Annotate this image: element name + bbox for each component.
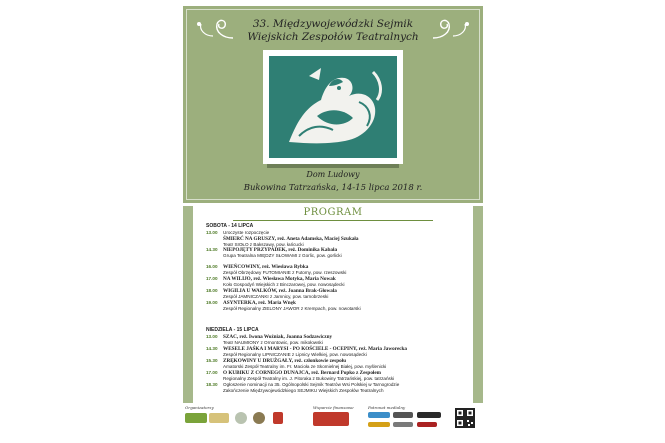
schedule-line: Zespół Regionalny ZIELONY JAWOR z Krempach, pow. nowotarski bbox=[223, 306, 361, 311]
schedule-details bbox=[223, 382, 463, 394]
schedule-line: NA WILIJO, reż. Wiesława Motyka, Maria Nowak bbox=[223, 276, 336, 282]
right-ornament-strip bbox=[473, 206, 483, 403]
rooster-emblem-icon bbox=[269, 56, 397, 158]
poster-title-line-2: Wiejskich Zespołów Teatralnych bbox=[247, 31, 419, 43]
schedule-line: Uroczyste rozpoczęcie bbox=[223, 230, 270, 235]
schedule-details bbox=[223, 346, 463, 358]
media-label: Patronat medialny bbox=[368, 405, 406, 410]
organizers-label: Organizatorzy bbox=[185, 405, 214, 410]
schedule-details bbox=[223, 334, 463, 346]
schedule-time: 13.00 bbox=[206, 230, 218, 235]
poster-title-line-1: 33. Międzywojewódzki Sejmik bbox=[252, 18, 414, 30]
schedule-details bbox=[223, 276, 463, 288]
media-logo-6 bbox=[417, 422, 437, 427]
organizer-logo-2 bbox=[209, 413, 229, 423]
schedule-time: 18.30 bbox=[206, 382, 218, 387]
schedule-time: 18.00 bbox=[206, 288, 218, 293]
media-logo-3 bbox=[417, 412, 441, 418]
schedule-time: 13.00 bbox=[206, 334, 218, 339]
program-divider bbox=[233, 220, 433, 221]
festival-poster bbox=[183, 6, 483, 442]
schedule-line: Zespół Regionalny LIPNICZANIE z Lipnicy Wielkiej, pow. nowosądecki bbox=[223, 352, 367, 357]
place-date-label: Bukowina Tatrzańska, 14-15 lipca 2018 r. bbox=[243, 183, 423, 193]
schedule-details bbox=[223, 300, 463, 312]
schedule-line: ASYNTERKA, reż. Maria Wnęk bbox=[223, 300, 296, 306]
media-logo-1 bbox=[368, 412, 390, 418]
schedule-details bbox=[223, 247, 463, 259]
organizer-logo-5 bbox=[273, 412, 283, 424]
organizer-logo-3 bbox=[235, 412, 247, 424]
schedule-line: WIGILIA U WALKÓW, reż. Joanna Brak-Głowala bbox=[223, 288, 337, 294]
ministry-logo bbox=[313, 412, 349, 426]
support-label: Wsparcie finansowe bbox=[313, 405, 354, 410]
schedule-line: WIEŃCOWINY, reż. Wiesława Rybka bbox=[223, 264, 309, 270]
sponsors-bar bbox=[183, 405, 483, 442]
schedule-time: 15.30 bbox=[206, 358, 218, 363]
schedule-details bbox=[223, 358, 463, 370]
schedule-line: O KUBIKU Z CORNEGO DUNAJCA, reż. Bernard Popko z Zespołem bbox=[223, 370, 381, 376]
organizer-logo-1 bbox=[185, 413, 207, 423]
schedule-details bbox=[223, 230, 463, 248]
emblem-frame bbox=[263, 50, 403, 164]
qr-code-icon bbox=[455, 408, 475, 428]
venue-label: Dom Ludowy bbox=[306, 170, 360, 179]
schedule-time: 14.30 bbox=[206, 247, 218, 252]
schedule-time: 19.00 bbox=[206, 300, 218, 305]
left-ornament-strip bbox=[183, 206, 193, 403]
day1-label: SOBOTA - 14 LIPCA bbox=[206, 223, 254, 229]
schedule-time: 14.30 bbox=[206, 346, 218, 351]
schedule-line: ZRĘKOWINY U DRUŻGAŁY, reż. członkowie zespołu bbox=[223, 358, 347, 364]
schedule-line: Teatr SIOŁO z Bakszawy, pow. łańcucki bbox=[223, 242, 304, 247]
schedule-line: SZAC, reż. Iwona Woźniak, Joanna Sodzawiczny bbox=[223, 334, 333, 340]
organizer-logo-4 bbox=[253, 412, 265, 424]
schedule-line: ŚMIERĆ NA GRUSZY, reż. Aneta Adamska, Maciej Szukała bbox=[223, 236, 359, 242]
schedule-line: Regionalny Zespół Teatralny im. J. Pitoraka z Bukowiny Tatrzańskiej, pow. tatrzański bbox=[223, 376, 395, 381]
schedule-details bbox=[223, 370, 463, 382]
schedule-line: Ogłoszenie nominacji na 35. Ogólnopolski Sejmik Teatrów Wsi Polskiej w Tarnogrodzie bbox=[223, 382, 400, 387]
schedule-line: Amatorski Zespół Teatralny im. Fr. Macioła ze Skomielnej Białej, pow. myślenicki bbox=[223, 364, 387, 369]
schedule-line: Zakończenie Międzywojewódzkiego SEJMIKU Wiejskich Zespołów Teatralnych bbox=[223, 388, 384, 393]
schedule-time: 16.00 bbox=[206, 264, 218, 269]
day2-label: NIEDZIELA - 15 LIPCA bbox=[206, 327, 259, 333]
poster-header bbox=[183, 6, 483, 203]
schedule-line: Koło Gospodyń Wiejskich z Binczarowej, pow. nowosądecki bbox=[223, 282, 345, 287]
media-logo-4 bbox=[368, 422, 390, 427]
media-logo-2 bbox=[393, 412, 413, 418]
schedule-line: Zespół JAMNICZANKI z Jamnicy, pow. tarnobrzeski bbox=[223, 294, 329, 299]
schedule-line: Grupa Teatralna MIĘDZY SŁOWAMI z Gorlic, pow. gorlicki bbox=[223, 253, 342, 258]
schedule-time: 17.00 bbox=[206, 276, 218, 281]
schedule-line: NIEPOJĘTY PRZYPADEK, reż. Dominika Kabała bbox=[223, 247, 338, 253]
schedule-details bbox=[223, 264, 463, 276]
media-logo-5 bbox=[393, 422, 413, 427]
schedule-line: Zespół Obrzędowy FUTOMIANIE z Futomy, pow. rzeszowski bbox=[223, 270, 347, 275]
schedule-details bbox=[223, 288, 463, 300]
emblem-shadow bbox=[267, 164, 399, 168]
schedule-line: WESELE JAŚKA I MARYSI - PO KOŚCIELE - OCEPINY, reż. Maria Jaworecka bbox=[223, 346, 408, 352]
schedule-time: 17.00 bbox=[206, 370, 218, 375]
schedule-line: Teatr NAUMIONY z Ornontowic, pow. mikołowski bbox=[223, 340, 323, 345]
program-heading: PROGRAM bbox=[303, 207, 363, 218]
